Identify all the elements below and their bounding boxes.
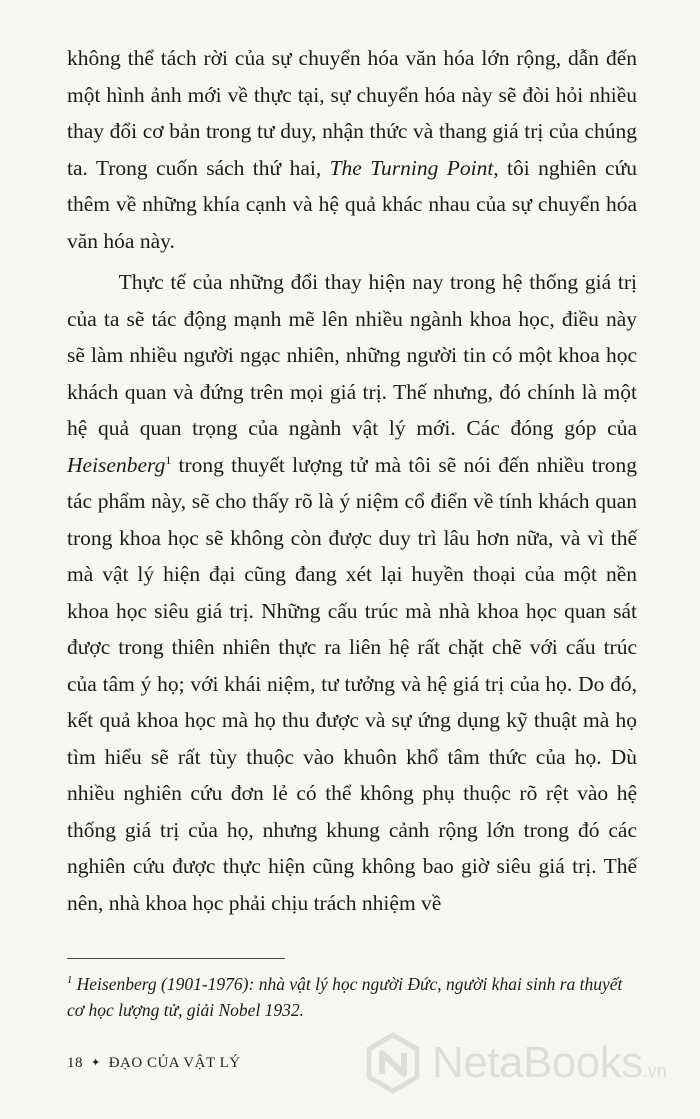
footnote-divider — [67, 958, 285, 959]
page-footer — [67, 1055, 241, 1072]
paragraph-2 — [67, 264, 637, 921]
page-body — [67, 40, 637, 921]
footnote-marker: 1 — [67, 975, 73, 987]
paragraph-2-rest: trong thuyết lượng tử mà tôi sẽ nói đến nhiều trong tác phẩm này, sẽ cho thấy rõ là ý niệm cổ điển về tính khách quan trong khoa học sẽ không còn được duy trì lâu hơn nữa, và vì thế mà vật lý hiện đại cũng đang xét lại huyền thoại của một nền khoa học siêu giá trị. Những cấu trúc mà nhà khoa học quan sát được trong thiên nhiên thực ra liên hệ rất chặt chẽ với cấu trúc của tâm ý họ; với khái niệm, tư tưởng và hệ giá trị của họ. Do đó, kết quả khoa học mà họ thu được và sự ứng dụng kỹ thuật mà họ tìm hiểu sẽ rất tùy thuộc vào khuôn khổ tâm thức của họ. Dù nhiều nghiên cứu đơn lẻ có thể không phụ thuộc rõ rệt vào hệ thống giá trị của họ, nhưng khung cảnh rộng lớn trong đó các nghiên cứu được thực hiện cũng không bao giờ siêu giá trị. Thế nên, nhà khoa học phải chịu trách nhiệm về — [67, 452, 637, 915]
netabooks-logo-icon — [362, 1032, 424, 1094]
watermark-tld: .vn — [642, 1061, 667, 1081]
footnote — [67, 971, 642, 1023]
running-title: ĐẠO CỦA VẬT LÝ — [108, 1055, 241, 1071]
diamond-icon: ✦ — [91, 1057, 101, 1069]
page-number: 18 — [67, 1055, 83, 1071]
paragraph-2-start: Thực tế của những đổi thay hiện nay trong hệ thống giá trị của ta sẽ tác động mạnh mẽ lên nhiều ngành khoa học, điều này sẽ làm nhiều người ngạc nhiên, những người tin có một khoa học khách quan và đứng trên mọi giá trị. Thế nhưng, đó chính là một hệ quả quan trọng của ngành vật lý mới. Các đóng góp của — [67, 270, 637, 440]
paragraph-1-end: , tôi nghiên cứu thêm về những khía cạnh và hệ quả khác nhau của sự chuyển hóa văn hóa này. — [67, 155, 637, 253]
footnote-ref[interactable]: 1 — [165, 452, 172, 467]
netabooks-watermark — [362, 1030, 667, 1096]
heisenberg-name: Heisenberg — [67, 452, 166, 477]
watermark-brand: NetaBooks — [432, 1038, 643, 1087]
footnote-text: Heisenberg (1901-1976): nhà vật lý học người Đức, người khai sinh ra thuyết cơ học lượng tử, giải Nobel 1932. — [67, 974, 623, 1020]
paragraph-1-text: không thể tách rời của sự chuyển hóa văn hóa lớn rộng, dẫn đến một hình ảnh mới về thực tại, sự chuyển hóa này sẽ đòi hỏi nhiều thay đổi cơ bản trong tư duy, nhận thức và thang giá trị của chúng ta. Trong cuốn sách thứ hai, — [67, 46, 637, 180]
book-title-italic: The Turning Point — [329, 155, 494, 180]
paragraph-1 — [67, 40, 637, 259]
watermark-text — [432, 1038, 667, 1088]
